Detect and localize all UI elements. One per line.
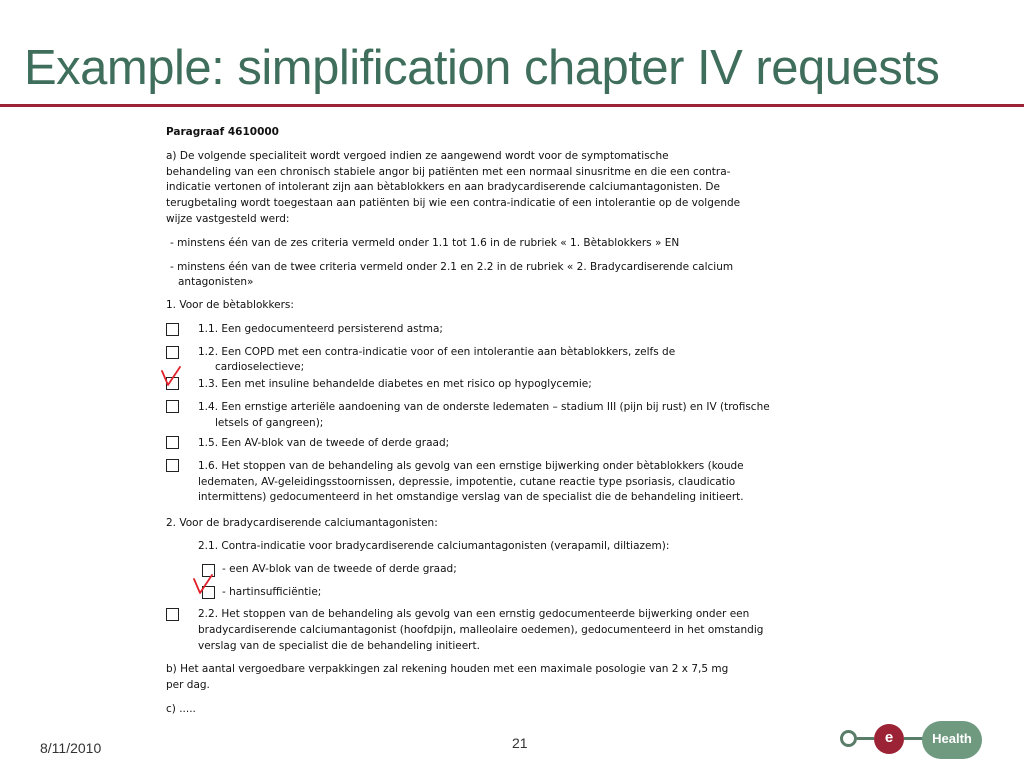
title-divider [0,104,1024,107]
criterion-2-2-cont: verslag van de specialist die de behandeling initieert. [198,640,480,652]
criterion-1-4-cont: letsels of gangreen); [215,417,324,429]
clause-b: b) Het aantal vergoedbare verpakkingen zal rekening houden met een maximale posologie van 2 x 7,5 mg [166,663,729,675]
red-check-mark-icon [192,574,216,598]
criterion-1-6: 1.6. Het stoppen van de behandeling als gevolg van een ernstige bijwerking onder bètablokkers (koude [198,460,744,472]
condition-2-line: - minstens één van de twee criteria vermeld onder 2.1 en 2.2 in de rubriek « 2. Bradycardiserende calcium [170,261,734,273]
criterion-1-4: 1.4. Een ernstige arteriële aandoening van de onderste ledematen – stadium III (pijn bij rust) en IV (trofische [198,401,770,413]
clause-c: c) ..... [166,703,196,715]
criterion-1-1: 1.1. Een gedocumenteerd persisterend astma; [198,323,443,335]
section-2-title: 2. Voor de bradycardiserende calciumantagonisten: [166,517,438,529]
intro-line: behandeling van een chronisch stabiele angor bij patiënten met een normaal sinusritme en die een contra- [166,166,731,178]
red-check-mark-icon [160,366,184,390]
checkbox-1-4[interactable] [166,400,179,413]
section-1-title: 1. Voor de bètablokkers: [166,299,294,311]
checkbox-1-5[interactable] [166,436,179,449]
slide-date: 8/11/2010 [40,740,102,756]
condition-2-line: antagonisten» [178,276,254,288]
logo-health-pill: Health [922,721,982,759]
paragraph-heading: Paragraaf 4610000 [166,126,279,138]
criterion-2-1-av-blok: - een AV-blok van de tweede of derde graad; [222,563,457,575]
logo-connector [904,737,924,740]
criterion-1-6-cont: intermittens) gedocumenteerd in het omstandige verslag van de specialist die de behandeling initieert. [198,491,744,503]
checkbox-1-1[interactable] [166,323,179,336]
criterion-2-1-hartinsufficientie: - hartinsufficiëntie; [222,586,322,598]
intro-line: wijze vastgesteld werd: [166,213,290,225]
slide-title: Example: simplification chapter IV requests [24,41,940,95]
clause-b-cont: per dag. [166,679,210,691]
criterion-1-5: 1.5. Een AV-blok van de tweede of derde graad; [198,437,450,449]
intro-line: terugbetaling wordt toegestaan aan patiënten bij wie een contra-indicatie of een intolerantie op de volgende [166,197,741,209]
criterion-1-3: 1.3. Een met insuline behandelde diabetes en met risico op hypoglycemie; [198,378,592,390]
criterion-1-2-cont: cardioselectieve; [215,361,305,373]
logo-e-circle: e [874,724,904,754]
intro-line: a) De volgende specialiteit wordt vergoed indien ze aangewend wordt voor de symptomatische [166,150,669,162]
criterion-1-6-cont: ledematen, AV-geleidingsstoornissen, depressie, impotentie, cutane reactie type psoriasis, claudicatio [198,476,736,488]
slide-page-number: 21 [512,735,528,751]
condition-1: - minstens één van de zes criteria vermeld onder 1.1 tot 1.6 in de rubriek « 1. Bètablokkers » EN [170,237,680,249]
logo-connector [857,737,874,740]
criterion-1-2: 1.2. Een COPD met een contra-indicatie voor of een intolerantie aan bètablokkers, zelfs de [198,346,676,358]
ehealth-logo [836,718,986,764]
checkbox-1-2[interactable] [166,346,179,359]
intro-line: indicatie vertonen of intolerant zijn aan bètablokkers en aan bradycardiserende calciumantagonisten. De [166,181,720,193]
criterion-2-2-cont: bradycardiserende calciumantagonist (hoofdpijn, malleolaire oedemen), gedocumenteerd in het omstandig [198,624,764,636]
checkbox-1-6[interactable] [166,459,179,472]
criterion-2-2: 2.2. Het stoppen van de behandeling als gevolg van een ernstig gedocumenteerde bijwerking onder een [198,608,750,620]
checkbox-2-2[interactable] [166,608,179,621]
section-2-1-title: 2.1. Contra-indicatie voor bradycardiserende calciumantagonisten (verapamil, diltiazem): [198,540,670,552]
logo-ring-icon [840,730,857,747]
